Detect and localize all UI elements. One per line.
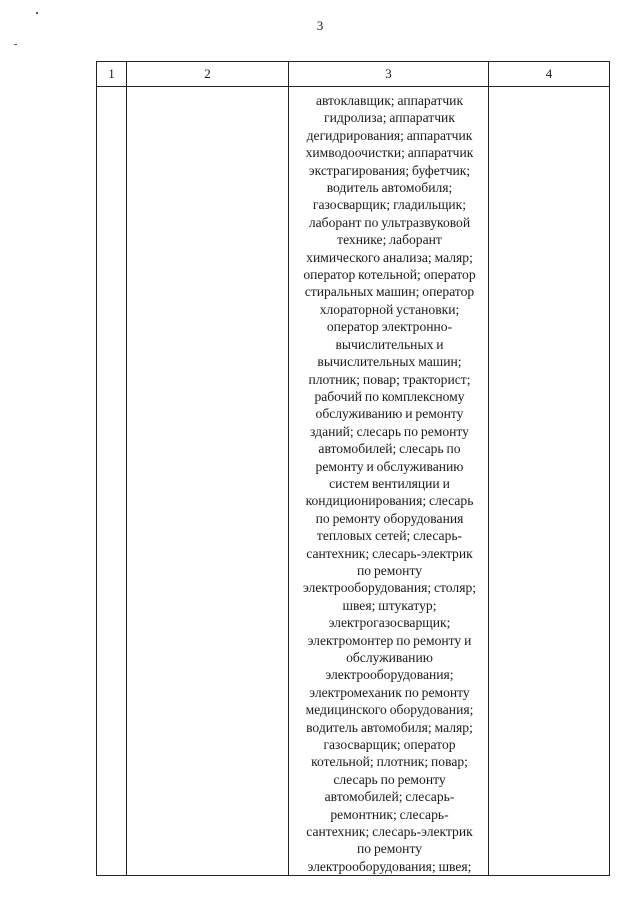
table-header-row xyxy=(97,62,610,87)
text-line: оператор электронно- xyxy=(326,319,453,335)
text-line: хлораторной установки; xyxy=(319,301,460,317)
text-line: дегидрирования; аппаратчик xyxy=(306,127,473,143)
text-line: автомобилей; слесарь- xyxy=(324,789,455,805)
scan-speck xyxy=(14,44,17,45)
text-line: водитель автомобиля; маляр; xyxy=(306,719,473,735)
header-cell-3: 3 xyxy=(289,62,489,87)
text-line: гидролиза; аппаратчик xyxy=(324,110,455,126)
text-line: по ремонту оборудования xyxy=(315,510,464,526)
text-line: электрооборудования; столяр; xyxy=(302,580,477,596)
text-line: электрооборудования; xyxy=(325,667,454,683)
text-line: вычислительных и xyxy=(335,336,444,352)
table-cell-col1 xyxy=(97,87,127,876)
text-line: электромонтер по ремонту и xyxy=(307,632,472,648)
text-line: по ремонту xyxy=(356,562,423,578)
text-line: зданий; слесарь по ремонту xyxy=(310,423,469,439)
text-line: сантехник; слесарь-электрик xyxy=(306,545,473,561)
text-line: автомобилей; слесарь по xyxy=(318,441,461,457)
table-cell-col2 xyxy=(127,87,289,876)
scan-speck xyxy=(36,12,38,14)
text-line: кондиционирования; слесарь xyxy=(305,493,474,509)
text-line: электрогазосварщик; xyxy=(328,615,451,631)
table-cell-col4 xyxy=(489,87,610,876)
text-line: обслуживанию xyxy=(346,650,433,665)
text-line: лаборант по ультразвуковой xyxy=(308,214,471,230)
text-line: газосварщик; гладильщик; xyxy=(312,197,467,213)
table-row xyxy=(97,87,610,876)
text-line: электромеханик по ремонту xyxy=(309,684,470,700)
text-line: ремонту и обслуживанию xyxy=(315,458,464,474)
text-line: рабочий по комплексному xyxy=(314,388,465,404)
text-line: медицинского оборудования; xyxy=(305,702,474,718)
text-line: слесарь по ремонту xyxy=(333,771,446,787)
text-line: автоклавщик; аппаратчик xyxy=(315,93,464,108)
text-line: экстрагирования; буфетчик; xyxy=(308,162,471,178)
document-table xyxy=(96,61,610,876)
header-cell-1: 1 xyxy=(97,62,127,87)
header-cell-4: 4 xyxy=(489,62,610,87)
text-line: стиральных машин; оператор xyxy=(304,284,475,300)
text-line: водитель автомобиля; xyxy=(326,180,453,196)
text-line: сантехник; слесарь-электрик xyxy=(306,824,473,840)
text-line: плотник; повар; тракторист; xyxy=(308,371,471,387)
text-line: технике; лаборант xyxy=(337,232,442,248)
text-line: по ремонту xyxy=(356,841,423,857)
text-line: электрооборудования; швея; xyxy=(307,858,472,874)
page-number: 3 xyxy=(316,18,324,33)
text-line: обслуживанию и ремонту xyxy=(315,406,464,422)
text-line: систем вентиляции и xyxy=(329,475,450,491)
text-line: вычислительных машин; xyxy=(317,354,462,370)
text-line: швея; штукатур; xyxy=(342,597,437,613)
text-line: газосварщик; оператор xyxy=(323,737,456,753)
text-line: химического анализа; маляр; xyxy=(306,249,473,265)
text-line: химводоочистки; аппаратчик xyxy=(305,145,474,161)
header-cell-2: 2 xyxy=(127,62,289,87)
text-line: ремонтник; слесарь- xyxy=(330,806,449,822)
text-line: тепловых сетей; слесарь- xyxy=(316,528,463,544)
text-line: котельной; плотник; повар; xyxy=(311,754,468,770)
table-cell-col3 xyxy=(289,87,489,876)
text-line: оператор котельной; оператор xyxy=(303,267,476,283)
